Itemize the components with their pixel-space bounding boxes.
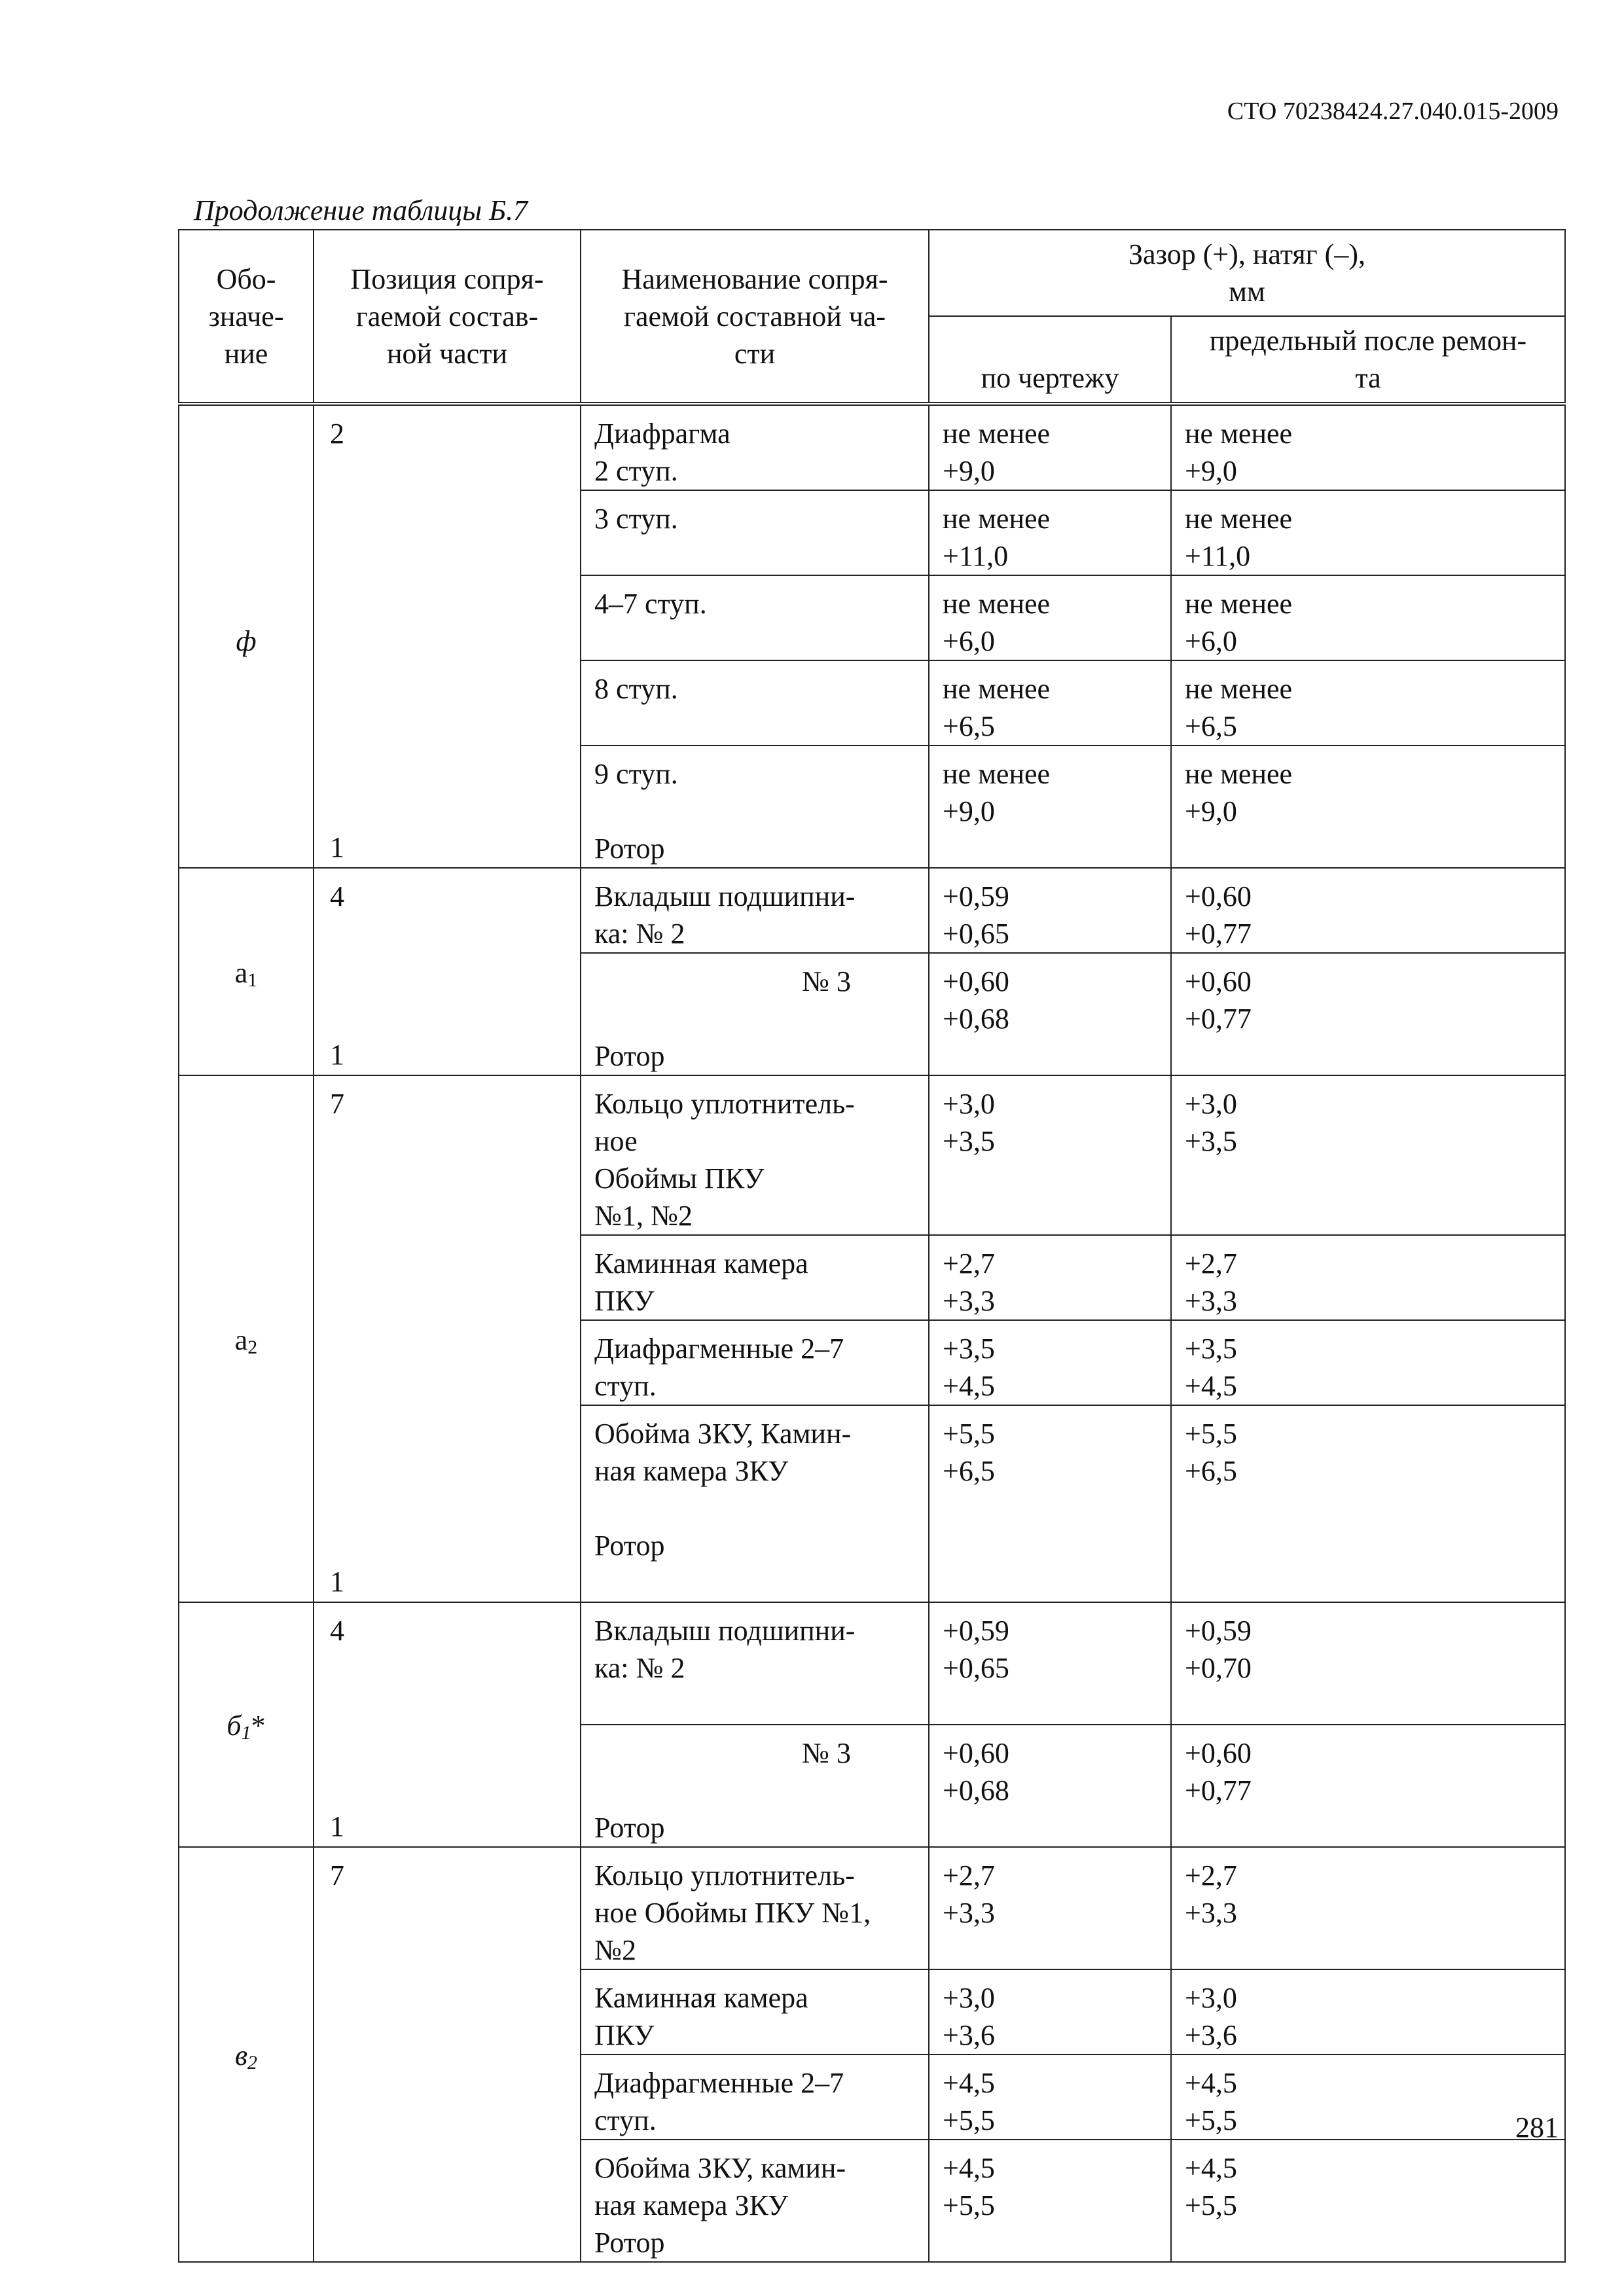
limit-value: +0,60: [1185, 1737, 1252, 1769]
limit-cell: [1171, 660, 1565, 745]
limit-value: +0,77: [1185, 918, 1252, 950]
limit-cell: [1171, 2054, 1565, 2140]
table-row: [179, 404, 1565, 490]
limit-cell: [1171, 1075, 1565, 1235]
by-drawing-value: +6,5: [943, 1455, 995, 1487]
limit-value: +6,5: [1185, 710, 1237, 742]
position-cell: [314, 1847, 581, 2262]
position-cell: [314, 1075, 581, 1602]
by-drawing-value: +3,3: [943, 1285, 995, 1317]
limit-value: +0,59: [1185, 1615, 1252, 1647]
limit-value: не менее: [1185, 758, 1293, 790]
by-drawing-value: +4,5: [943, 2067, 995, 2099]
position-bottom: 1: [330, 1039, 344, 1071]
limit-value: +3,0: [1185, 1088, 1237, 1120]
by-drawing-value: +0,60: [943, 965, 1009, 997]
part-name-line: № 3: [802, 965, 851, 997]
limit-cell: [1171, 1602, 1565, 1725]
part-name-cell: [581, 1075, 929, 1235]
by-drawing-cell: [929, 404, 1171, 490]
by-drawing-cell: [929, 1969, 1171, 2054]
part-name-cell: [581, 953, 929, 1075]
by-drawing-value: +0,60: [943, 1737, 1009, 1769]
limit-value: +0,60: [1185, 880, 1252, 912]
limit-value: +9,0: [1185, 455, 1237, 487]
header-limit-line: та: [1355, 362, 1381, 394]
header-name-line: Наименование сопря-: [621, 262, 888, 295]
designation-symbol: а: [234, 1323, 248, 1356]
limit-value: +6,0: [1185, 625, 1237, 657]
header-name: [581, 230, 929, 404]
by-drawing-value: не менее: [943, 588, 1051, 620]
part-name-line: Обоймы ПКУ: [594, 1162, 765, 1194]
position-bottom: 1: [330, 1810, 344, 1842]
limit-cell: [1171, 2140, 1565, 2262]
position-top: 2: [330, 418, 344, 450]
header-position-line: гаемой состав-: [355, 300, 539, 332]
table-row: [179, 868, 1565, 953]
by-drawing-value: не менее: [943, 503, 1051, 535]
limit-value: +5,5: [1185, 2189, 1237, 2221]
limit-cell: [1171, 575, 1565, 660]
by-drawing-value: +0,65: [943, 1652, 1009, 1684]
limit-value: +3,0: [1185, 1982, 1237, 2014]
designation-cell: [179, 1602, 314, 1847]
part-name-cell: [581, 2054, 929, 2140]
designation-subscript: 2: [247, 2052, 258, 2073]
position-top: 4: [330, 1615, 344, 1647]
part-name-line: [594, 1000, 915, 1037]
by-drawing-value: +3,0: [943, 1982, 995, 2014]
by-drawing-value: +4,5: [943, 2152, 995, 2184]
part-name-line: Кольцо уплотнитель-: [594, 1088, 855, 1120]
by-drawing-value: +3,5: [943, 1333, 995, 1365]
designation-star: *: [251, 1710, 266, 1742]
limit-value: +5,5: [1185, 2104, 1237, 2136]
part-name-line: ка: № 2: [594, 918, 685, 950]
by-drawing-value: +5,5: [943, 2104, 995, 2136]
part-name-line: Диафрагменные 2–7: [594, 1333, 844, 1365]
limit-cell: [1171, 1405, 1565, 1602]
limit-value: не менее: [1185, 418, 1293, 450]
part-name-cell: [581, 1235, 929, 1320]
limit-value: +11,0: [1185, 540, 1251, 572]
by-drawing-value: +6,0: [943, 625, 995, 657]
by-drawing-cell: [929, 1725, 1171, 1847]
by-drawing-value: +3,0: [943, 1088, 995, 1120]
part-name-line: Обойма ЗКУ, Камин-: [594, 1418, 852, 1450]
designation-cell: [179, 1075, 314, 1602]
part-name-line: ное: [594, 1125, 638, 1157]
part-name-line: Вкладыш подшипни-: [594, 880, 856, 912]
part-name-line: [594, 793, 915, 830]
part-name-line: Каминная камера: [594, 1982, 808, 2014]
gap-table: [178, 229, 1566, 2263]
by-drawing-cell: [929, 953, 1171, 1075]
limit-value: не менее: [1185, 673, 1293, 705]
table-body: [179, 404, 1565, 2262]
document-code: СТО 70238424.27.040.015-2009: [1227, 98, 1559, 125]
part-name-cell: [581, 2140, 929, 2262]
part-name-cell: [581, 660, 929, 745]
by-drawing-value: +9,0: [943, 455, 995, 487]
part-name-line: ПКУ: [594, 1285, 655, 1317]
part-name-cell: [581, 404, 929, 490]
by-drawing-cell: [929, 575, 1171, 660]
part-name-line: № 3: [802, 1737, 851, 1769]
limit-value: +4,5: [1185, 2067, 1237, 2099]
header-name-line: сти: [734, 337, 776, 370]
part-name-line: 4–7 ступ.: [594, 588, 707, 620]
part-name-cell: [581, 490, 929, 575]
limit-cell: [1171, 1725, 1565, 1847]
part-name-line: Ротор: [594, 833, 665, 865]
table-row: [179, 1602, 1565, 1725]
by-drawing-cell: [929, 1075, 1171, 1235]
by-drawing-value: +9,0: [943, 795, 995, 827]
header-limit: [1171, 316, 1565, 404]
designation-cell: [179, 404, 314, 868]
by-drawing-cell: [929, 1320, 1171, 1405]
by-drawing-value: +0,59: [943, 1615, 1009, 1647]
by-drawing-cell: [929, 1847, 1171, 1969]
part-name-cell: [581, 868, 929, 953]
by-drawing-value: +3,3: [943, 1897, 995, 1929]
part-name-line: [594, 1564, 915, 1602]
position-cell: [314, 1602, 581, 1847]
by-drawing-value: не менее: [943, 673, 1051, 705]
limit-cell: [1171, 868, 1565, 953]
by-drawing-cell: [929, 868, 1171, 953]
limit-cell: [1171, 1320, 1565, 1405]
by-drawing-value: +0,59: [943, 880, 1009, 912]
limit-value: +0,77: [1185, 1774, 1252, 1806]
header-designation-line: ние: [224, 337, 268, 370]
part-name-line: ступ.: [594, 2104, 657, 2136]
limit-cell: [1171, 490, 1565, 575]
part-name-line: [594, 1687, 915, 1724]
part-name-cell: [581, 1969, 929, 2054]
position-top: 7: [330, 1088, 344, 1120]
by-drawing-cell: [929, 1602, 1171, 1725]
limit-cell: [1171, 404, 1565, 490]
limit-value: +0,60: [1185, 965, 1252, 997]
designation-symbol: ф: [236, 625, 257, 657]
limit-value: +3,6: [1185, 2019, 1237, 2051]
part-name-line: Обойма ЗКУ, камин-: [594, 2152, 846, 2184]
part-name-line: 2 ступ.: [594, 455, 678, 487]
part-name-line: 3 ступ.: [594, 503, 678, 535]
part-name-line: ка: № 2: [594, 1652, 685, 1684]
position-top: 4: [330, 880, 344, 912]
by-drawing-cell: [929, 490, 1171, 575]
by-drawing-value: +3,6: [943, 2019, 995, 2051]
limit-cell: [1171, 745, 1565, 868]
limit-value: +0,70: [1185, 1652, 1252, 1684]
part-name-line: Ротор: [594, 1530, 665, 1562]
table-header: [179, 230, 1565, 404]
designation-symbol: б: [226, 1710, 242, 1742]
part-name-line: 8 ступ.: [594, 673, 678, 705]
part-name-cell: [581, 1725, 929, 1847]
by-drawing-value: +2,7: [943, 1247, 995, 1280]
part-name-line: Ротор: [594, 1812, 665, 1844]
header-gap-group: [929, 230, 1565, 316]
by-drawing-value: +0,68: [943, 1774, 1009, 1806]
part-name-line: ПКУ: [594, 2019, 655, 2051]
limit-cell: [1171, 953, 1565, 1075]
limit-value: +4,5: [1185, 2152, 1237, 2184]
header-designation-line: Обо-: [216, 262, 276, 295]
header-gap-line: мм: [1229, 276, 1265, 308]
designation-cell: [179, 1847, 314, 2262]
part-name-line: ступ.: [594, 1370, 657, 1402]
part-name-line: [594, 1772, 915, 1809]
part-name-line: №1, №2: [594, 1200, 693, 1232]
by-drawing-value: +4,5: [943, 1370, 995, 1402]
by-drawing-value: +6,5: [943, 710, 995, 742]
by-drawing-cell: [929, 1235, 1171, 1320]
by-drawing-cell: [929, 660, 1171, 745]
limit-value: +3,5: [1185, 1333, 1237, 1365]
part-name-line: Ротор: [594, 1040, 665, 1072]
designation-subscript: 1: [247, 969, 258, 991]
position-cell: [314, 868, 581, 1075]
part-name-cell: [581, 1405, 929, 1602]
part-name-line: ное Обоймы ПКУ №1,: [594, 1897, 871, 1929]
position-bottom: [330, 2223, 337, 2260]
by-drawing-value: +11,0: [943, 540, 1009, 572]
by-drawing-cell: [929, 2140, 1171, 2262]
limit-value: +4,5: [1185, 1370, 1237, 1402]
by-drawing-cell: [929, 2054, 1171, 2140]
part-name-line: Вкладыш подшипни-: [594, 1615, 856, 1647]
part-name-cell: [581, 1320, 929, 1405]
header-designation: [179, 230, 314, 404]
limit-cell: [1171, 1969, 1565, 2054]
position-cell: [314, 404, 581, 868]
part-name-cell: [581, 1602, 929, 1725]
by-drawing-cell: [929, 1405, 1171, 1602]
header-designation-line: значе-: [208, 300, 284, 332]
by-drawing-value: +0,65: [943, 918, 1009, 950]
limit-value: не менее: [1185, 503, 1293, 535]
page-number: 281: [1515, 2111, 1559, 2144]
header-by-drawing: по чертежу: [929, 316, 1171, 404]
part-name-line: Диафрагма: [594, 418, 731, 450]
part-name-line: 9 ступ.: [594, 758, 678, 790]
limit-value: +5,5: [1185, 1418, 1237, 1450]
by-drawing-cell: [929, 745, 1171, 868]
limit-value: +3,5: [1185, 1125, 1237, 1157]
part-name-line: [594, 1490, 915, 1527]
part-name-line: №2: [594, 1934, 636, 1966]
by-drawing-value: +5,5: [943, 1418, 995, 1450]
part-name-line: Каминная камера: [594, 1247, 808, 1280]
table-row: [179, 1847, 1565, 1969]
by-drawing-value: +3,5: [943, 1125, 995, 1157]
limit-value: +3,3: [1185, 1897, 1237, 1929]
limit-value: +2,7: [1185, 1247, 1237, 1280]
part-name-cell: [581, 1847, 929, 1969]
position-bottom: 1: [330, 1566, 344, 1598]
limit-cell: [1171, 1235, 1565, 1320]
limit-value: не менее: [1185, 588, 1293, 620]
limit-value: +2,7: [1185, 1859, 1237, 1892]
limit-value: +3,3: [1185, 1285, 1237, 1317]
position-bottom: 1: [330, 831, 344, 863]
part-name-line: Кольцо уплотнитель-: [594, 1859, 855, 1892]
header-limit-line: предельный после ремон-: [1209, 325, 1527, 357]
designation-subscript: 2: [247, 1336, 258, 1358]
table-caption: Продолжение таблицы Б.7: [194, 194, 528, 226]
header-name-line: гаемой составной ча-: [623, 300, 886, 332]
header-position: [314, 230, 581, 404]
by-drawing-value: +0,68: [943, 1003, 1009, 1035]
designation-cell: [179, 868, 314, 1075]
limit-cell: [1171, 1847, 1565, 1969]
designation-symbol: в: [234, 2039, 248, 2072]
by-drawing-value: +5,5: [943, 2189, 995, 2221]
header-gap-line: Зазор (+), натяг (–),: [1128, 238, 1365, 270]
part-name-line: Ротор: [594, 2227, 665, 2259]
part-name-cell: [581, 575, 929, 660]
header-position-line: Позиция сопря-: [350, 262, 544, 295]
by-drawing-value: не менее: [943, 418, 1051, 450]
by-drawing-value: +2,7: [943, 1859, 995, 1892]
limit-value: +0,77: [1185, 1003, 1252, 1035]
header-position-line: ной части: [386, 337, 508, 370]
designation-symbol: а: [234, 956, 248, 989]
part-name-line: ная камера ЗКУ: [594, 1455, 789, 1487]
by-drawing-value: не менее: [943, 758, 1051, 790]
part-name-line: ная камера ЗКУ: [594, 2189, 789, 2221]
part-name-cell: [581, 745, 929, 868]
designation-subscript: 1: [241, 1722, 251, 1744]
position-top: 7: [330, 1859, 344, 1892]
limit-value: +6,5: [1185, 1455, 1237, 1487]
limit-value: +9,0: [1185, 795, 1237, 827]
table-row: [179, 1075, 1565, 1235]
part-name-line: Диафрагменные 2–7: [594, 2067, 844, 2099]
